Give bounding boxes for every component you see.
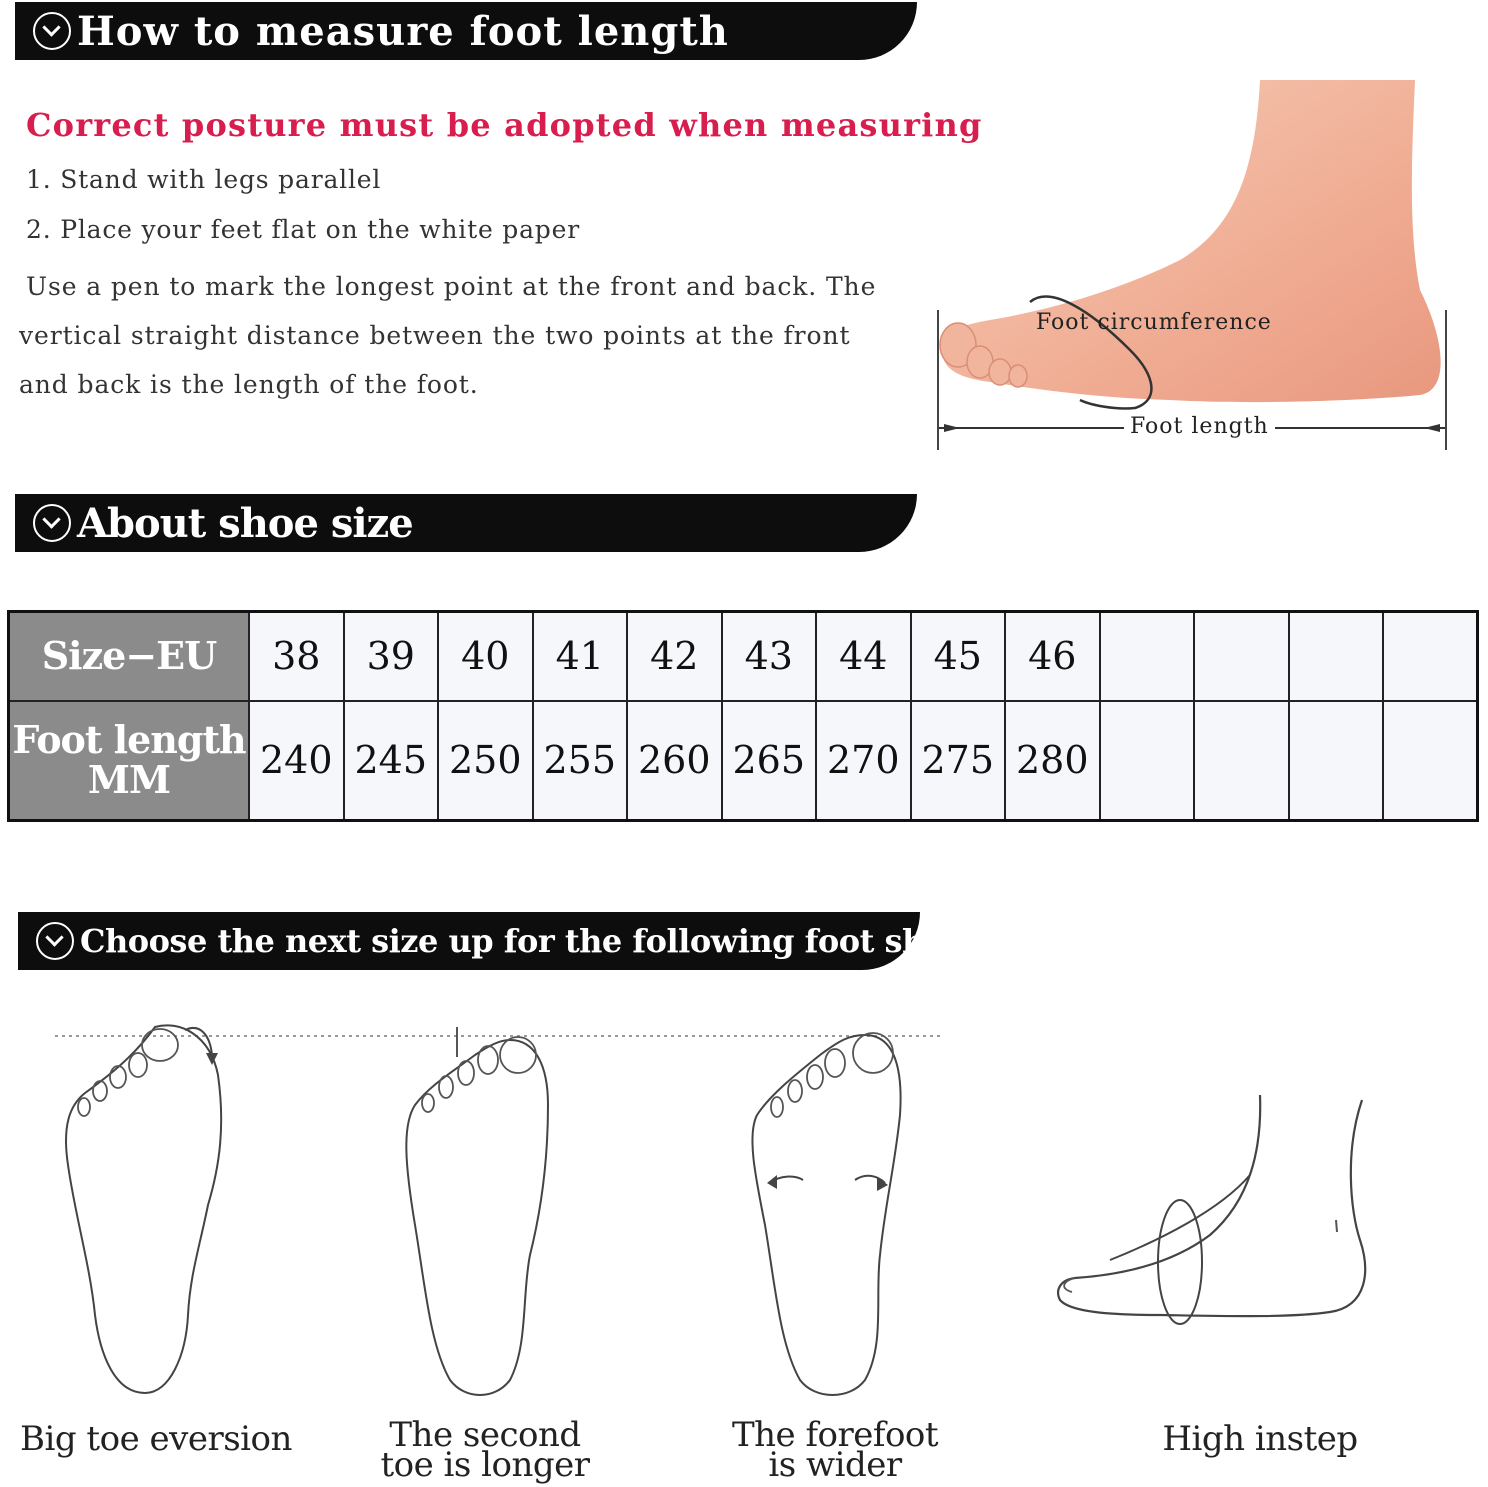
caption-line2: toe is longer (380, 1445, 590, 1485)
size-chart-table (7, 610, 1479, 822)
row-header-line2: MM (87, 757, 171, 803)
length-cell: 250 (438, 701, 533, 821)
label-foot-length: Foot length (1124, 414, 1275, 439)
empty-cell (1100, 612, 1195, 701)
instruction-paragraph: Use a pen to mark the longest point at the front and back. The vertical straight distance between the two points at the front and back is the length of the foot. (19, 272, 877, 399)
table-row-foot-length (9, 701, 1478, 821)
size-cell: 38 (249, 612, 344, 701)
section-title: About shoe size (77, 499, 413, 547)
length-cell: 245 (344, 701, 439, 821)
length-cell: 240 (249, 701, 344, 821)
length-cell: 280 (1005, 701, 1100, 821)
length-cell: 265 (722, 701, 817, 821)
chevron-down-circle-icon (36, 922, 74, 960)
caption-forefoot-wider (705, 1415, 965, 1485)
section-banner-shoe-size (15, 494, 917, 552)
caption-line2: is wider (768, 1445, 902, 1485)
empty-cell (1383, 612, 1478, 701)
table-row-size (9, 612, 1478, 701)
length-cell: 260 (627, 701, 722, 821)
chevron-down-circle-icon (33, 12, 71, 50)
empty-cell (1289, 612, 1384, 701)
caption-big-toe-eversion (20, 1419, 292, 1459)
length-cell: 275 (911, 701, 1006, 821)
foot-sketch-high-instep (1050, 1090, 1380, 1340)
empty-cell (1194, 612, 1289, 701)
size-cell: 44 (816, 612, 911, 701)
label-foot-circumference: Foot circumference (1036, 310, 1272, 335)
size-cell: 45 (911, 612, 1006, 701)
size-cell: 46 (1005, 612, 1100, 701)
chevron-down-circle-icon (33, 504, 71, 542)
caption-line1: High instep (1162, 1419, 1358, 1459)
empty-cell (1194, 701, 1289, 821)
empty-cell (1289, 701, 1384, 821)
section-banner-measure (15, 2, 917, 60)
size-cell: 40 (438, 612, 533, 701)
length-cell: 270 (816, 701, 911, 821)
section-title: How to measure foot length (77, 7, 729, 55)
foot-sketch-big-toe-eversion (60, 1015, 240, 1400)
foot-sketch-forefoot-wider (745, 1025, 915, 1405)
section-title: Choose the next size up for the following foot shapes (80, 922, 1005, 960)
posture-subtitle: Correct posture must be adopted when measuring (26, 106, 983, 144)
caption-second-toe-longer (360, 1415, 610, 1485)
size-cell: 41 (533, 612, 628, 701)
caption-line1: The forefoot (731, 1415, 939, 1455)
foot-shape (942, 80, 1441, 402)
caption-high-instep (1130, 1419, 1390, 1459)
row-header-foot-length (9, 701, 250, 821)
caption-line1: The second (389, 1415, 581, 1455)
row-header-line1: Foot length (12, 717, 246, 763)
empty-cell (1383, 701, 1478, 821)
step-1: 1. Stand with legs parallel (26, 165, 382, 194)
size-cell: 42 (627, 612, 722, 701)
size-cell: 39 (344, 612, 439, 701)
size-cell: 43 (722, 612, 817, 701)
foot-measurement-illustration (930, 70, 1470, 460)
empty-cell (1100, 701, 1195, 821)
step-2: 2. Place your feet flat on the white paper (26, 215, 580, 244)
length-cell: 255 (533, 701, 628, 821)
foot-sketch-second-toe-longer (400, 1025, 560, 1405)
caption-line1: Big toe eversion (20, 1419, 292, 1459)
section-banner-foot-shapes (18, 912, 1005, 970)
row-header-size-eu: Size−EU (9, 612, 250, 701)
